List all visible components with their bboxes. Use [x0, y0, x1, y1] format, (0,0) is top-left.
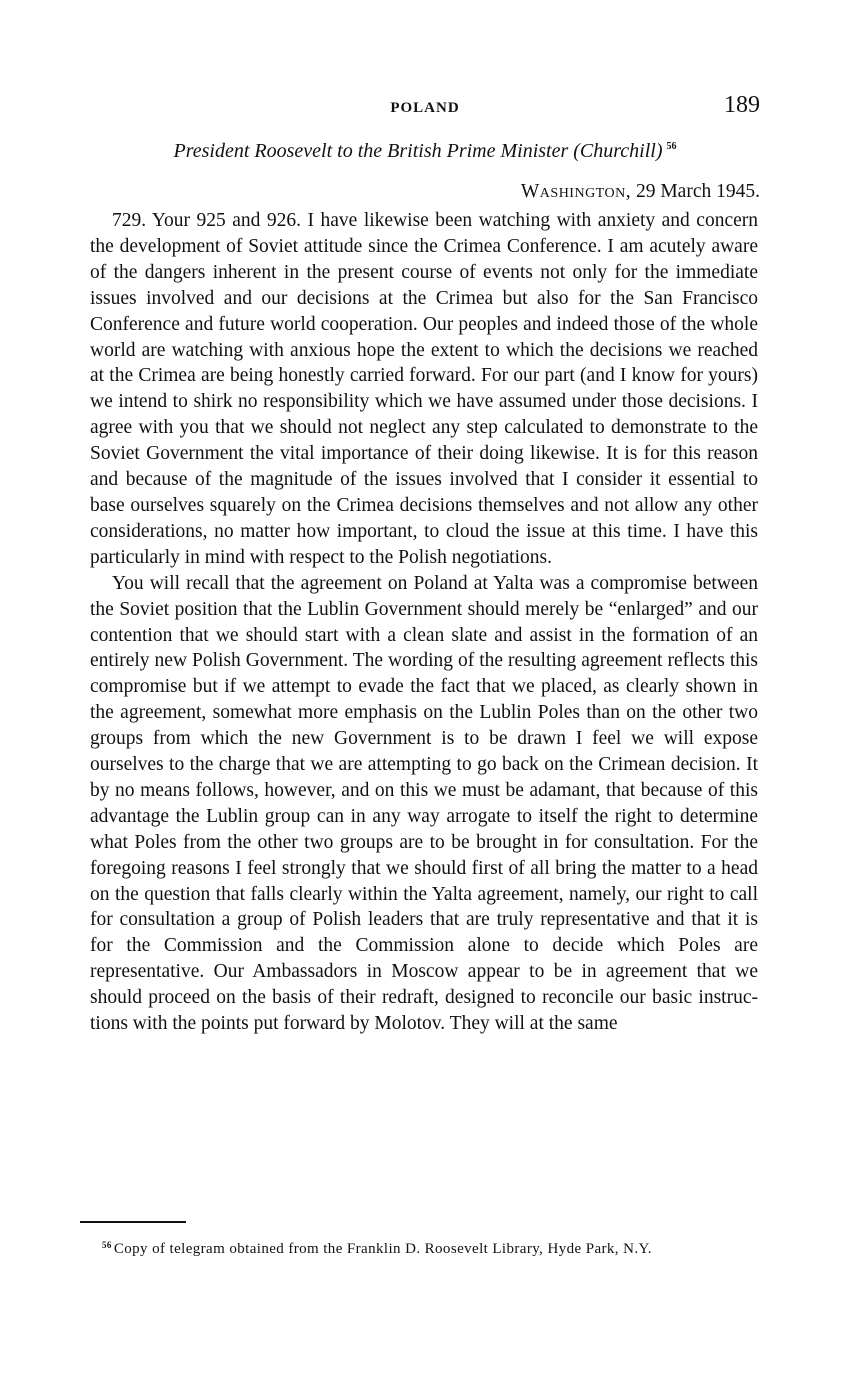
telegram-body — [90, 208, 758, 1037]
page-header — [90, 90, 760, 126]
dateline-place: Washington, — [520, 181, 632, 202]
footnote-divider — [80, 1221, 186, 1223]
footnote-number: 56 — [102, 1240, 112, 1250]
document-title-text: President Roosevelt to the British Prime Minister (Churchill) — [173, 140, 663, 162]
footnote-reference[interactable]: 56 — [666, 141, 677, 152]
footnote — [80, 1237, 756, 1257]
dateline-date: 29 March 1945. — [635, 181, 760, 202]
dateline — [521, 181, 760, 203]
footnote-text: Copy of telegram obtained from the Franklin D. Roosevelt Library, Hyde Park, N.Y. — [113, 1241, 652, 1257]
body-paragraph-2: You will recall that the agreement on Poland at Yalta was a compromise between the Soviet position that the Lublin Government should merely be “enlarged” and our contention that we should start with a clean slate and assist in the formation of an entirely new Polish Government. The wording of the resulting agreement reflects this compromise but if we attempt to evade the fact that we placed, as clearly shown in the agreement, somewhat more emphasis on the Lublin Poles than on the other two groups from which the new Government is to be drawn I feel we will expose ourselves to the charge that we are attempting to go back on the Crimean decision. It by no means follows, however, and on this we must be adamant, that because of this advantage the Lublin group can in any way arrogate to itself the right to determine what Poles from the other two groups are to be brought in for consultation. For the foregoing reasons I feel strongly that we should first of all bring the matter to a head on the question that falls clearly within the Yalta agreement, namely, our right to call for consultation a group of Polish leaders that are truly representative and that it is for the Commission and the Commission alone to decide which Poles are representative. Our Ambassadors in Moscow appear to be in agreement that we should proceed on the basis of their redraft, designed to reconcile our basic instructions with the points put forward by Molotov. They will at the same — [90, 572, 758, 1035]
page-number: 189 — [724, 92, 760, 118]
body-paragraph-1: 729. Your 925 and 926. I have likewise been watching with anxiety and concern the development of Soviet attitude since the Crimea Conference. I am acutely aware of the dangers inherent in the present course of events not only for the immediate issues involved and our decisions at the Crimea but also for the San Francisco Conference and future world cooperation. Our peoples and indeed those of the whole world are watching with anxious hope the extent to which the decisions we reached at the Crimea are being honestly carried forward. For our part (and I know for yours) we intend to shirk no responsibility which we have assumed under those decisions. I agree with you that we should not neglect any step calculated to demonstrate to the Soviet Government the vital importance of their doing likewise. It is for this reason and because of the magnitude of the issues involved that I consider it essential to base ourselves squarely on the Crimea decisions themselves and not allow any other considerations, no matter how important, to cloud the issue at this time. I have this particularly in mind with respect to the Polish negotiations. — [90, 210, 758, 568]
document-title — [90, 140, 760, 163]
running-head: POLAND — [390, 100, 460, 116]
